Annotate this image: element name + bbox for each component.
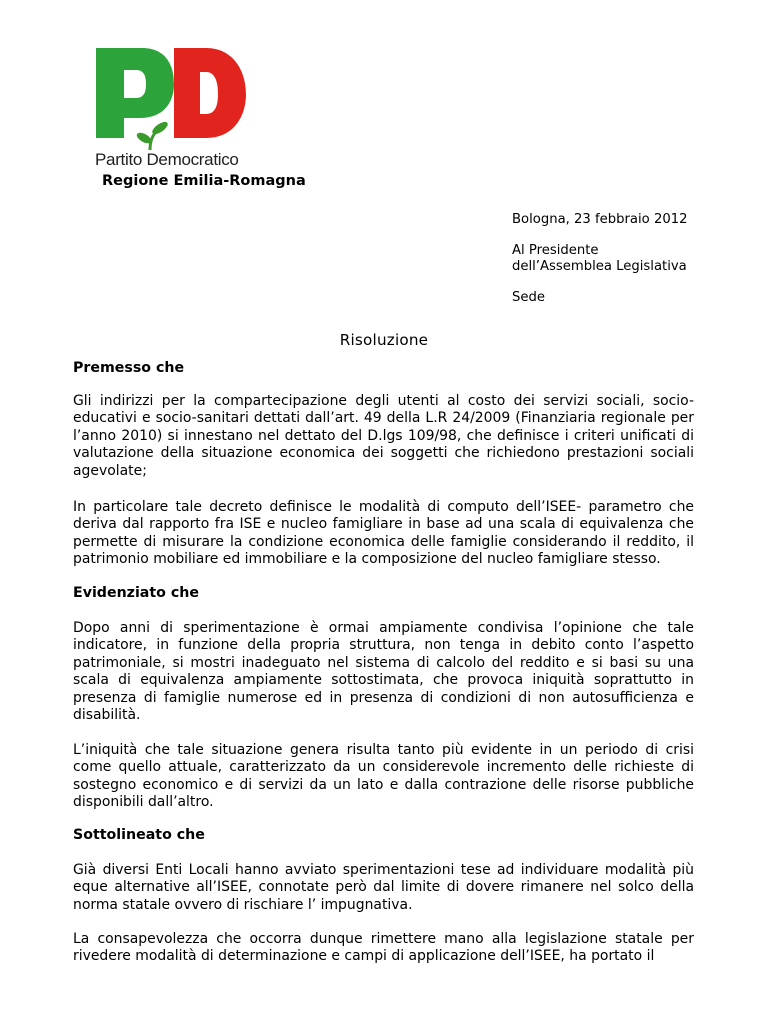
region-name: Regione Emilia-Romagna <box>102 173 306 189</box>
paragraph: Già diversi Enti Locali hanno avviato sperimentazioni tese ad individuare modalità più eque alternative all’ISEE, connotate però dal limite di dovere rimanere nel solco della norma statale ovvero di rischiare l’ impugnativa. <box>73 862 694 913</box>
paragraph: In particolare tale decreto definisce le modalità di computo dell’ISEE- parametro che deriva dal rapporto fra ISE e nucleo famigliare in base ad una scala di equivalenza che permette di misurare la condizione economica delle famiglie considerando il reddito, il patrimonio mobiliare ed immobiliare e la composizione del nucleo famigliare stesso. <box>73 499 694 568</box>
paragraph: L’iniquità che tale situazione genera risulta tanto più evidente in un periodo di crisi come quello attuale, caratterizzato da un considerevole incremento delle richieste di sostegno economico e di servizi da un lato e dalla contrazione delle risorse pubbliche disponibili dall’altro. <box>73 742 694 811</box>
section-heading: Premesso che <box>73 360 185 376</box>
section-heading: Evidenziato che <box>73 585 199 601</box>
paragraph: Gli indirizzi per la compartecipazione degli utenti al costo dei servizi sociali, socio-educativi e socio-sanitari dettati dall’art. 49 della L.R 24/2009 (Finanziaria regionale per l’anno 2010) si innestano nel dettato del D.lgs 109/98, che definisce i criteri unificati di valutazione della situazione economica dei soggetti che richiedono prestazioni sociali agevolate; <box>73 393 694 479</box>
logo-d-shape <box>174 48 246 138</box>
recipient-line-2: dell’Assemblea Legislativa <box>512 259 687 274</box>
date-line: Bologna, 23 febbraio 2012 <box>512 212 688 227</box>
logo-wordmark: Partito Democratico <box>95 150 239 169</box>
location-line: Sede <box>512 290 545 305</box>
recipient-line-1: Al Presidente <box>512 243 599 258</box>
paragraph: La consapevolezza che occorra dunque rimettere mano alla legislazione statale per rivedere modalità di determinazione e campi di applicazione dell’ISEE, ha portato il <box>73 931 694 965</box>
paragraph: Dopo anni di sperimentazione è ormai ampiamente condivisa l’opinione che tale indicatore, in funzione della propria struttura, non tenga in debito conto l’aspetto patrimoniale, si mostri inadeguato nel sistema di calcolo del reddito e si basi su una scala di equivalenza ampiamente sottostimata, che provoca iniquità soprattutto in presenza di famiglie numerose ed in presenza di condizioni di non autosufficienza e disabilità. <box>73 620 694 724</box>
section-heading: Sottolineato che <box>73 827 205 843</box>
document-title: Risoluzione <box>339 331 429 349</box>
